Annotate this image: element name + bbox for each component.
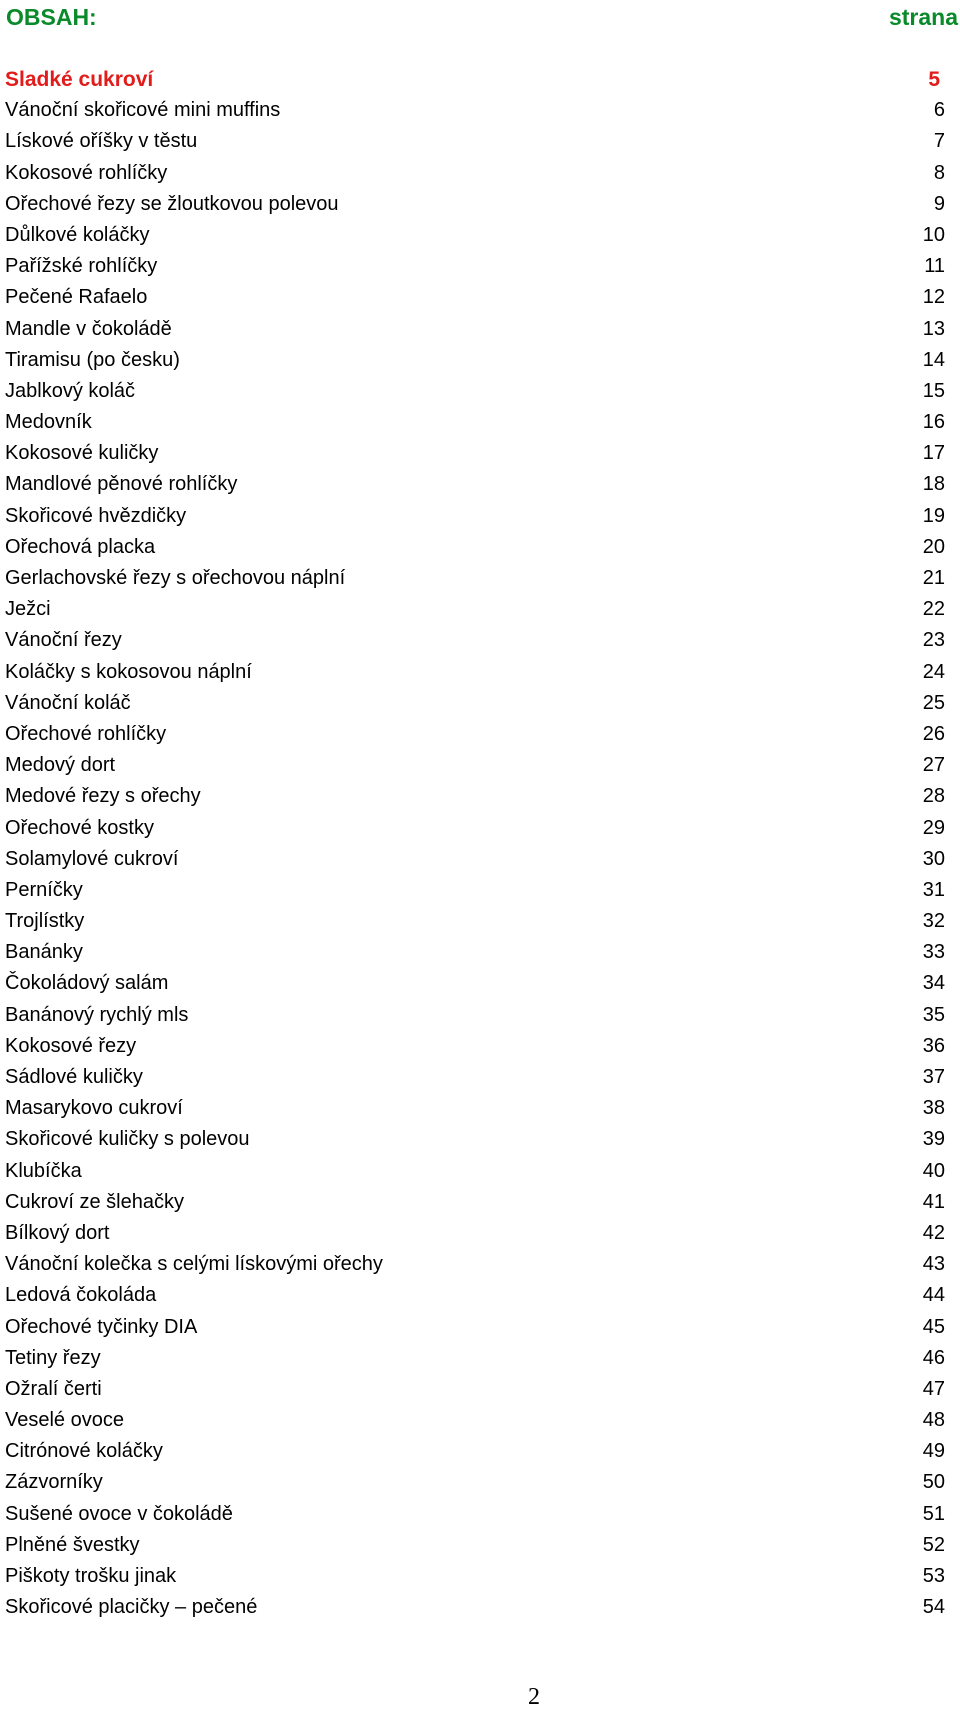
toc-entry-title: Solamylové cukroví: [5, 847, 179, 870]
toc-entry-title: Tiramisu (po česku): [5, 348, 180, 371]
toc-entry-title: Gerlachovské řezy s ořechovou náplní: [5, 567, 346, 589]
toc-entry-page: 47: [922, 1377, 945, 1400]
toc-entry[interactable]: [0, 937, 960, 968]
toc-entry-page: 18: [922, 473, 945, 496]
toc-entry-title: Banánový rychlý mls: [5, 1003, 189, 1026]
toc-entry-title: Pečené Rafaelo: [5, 286, 148, 309]
toc-entry-page: 40: [922, 1159, 945, 1182]
toc-entry-title: Kokosové řezy: [5, 1034, 137, 1057]
toc-entry-title: Ořechové tyčinky DIA: [5, 1315, 198, 1338]
toc-entry-title: Sušené ovoce v čokoládě: [5, 1502, 233, 1525]
toc-entry[interactable]: [0, 469, 960, 500]
toc-entry[interactable]: [0, 906, 960, 937]
toc-entry[interactable]: [0, 1436, 960, 1467]
toc-entry-page: 44: [922, 1284, 945, 1307]
toc-entry-page: 25: [922, 691, 945, 714]
toc-entry-page: 6: [933, 99, 945, 122]
toc-entry-page: 13: [922, 317, 945, 340]
toc-title: OBSAH:: [6, 4, 97, 30]
toc-entry-title: Vánoční skořicové mini muffins: [5, 99, 281, 122]
toc-entry-page: 23: [922, 629, 945, 652]
toc-entry-page: 41: [922, 1190, 945, 1213]
toc-entry[interactable]: [0, 594, 960, 625]
toc-entry-page: 45: [922, 1315, 945, 1338]
toc-entry-page: 35: [922, 1003, 945, 1026]
toc-entry-page: 20: [922, 535, 945, 558]
toc-entry-title: Medové řezy s ořechy: [5, 785, 201, 808]
toc-entry-page: 33: [922, 941, 945, 964]
toc-entry[interactable]: [0, 345, 960, 376]
toc-entry-title: Ořechové kostky: [5, 816, 154, 839]
toc-entry[interactable]: [0, 688, 960, 719]
toc-entry-title: Trojlístky: [5, 910, 85, 933]
toc-entry-page: 38: [922, 1097, 945, 1120]
toc-entry-title: Mandle v čokoládě: [5, 317, 172, 340]
toc-entry-title: Ořechové rohlíčky: [5, 722, 167, 745]
toc-entry-title: Vánoční řezy: [5, 629, 122, 652]
toc-entry-title: Masarykovo cukroví: [5, 1097, 183, 1120]
toc-entry-page: 52: [922, 1533, 945, 1556]
toc-entry-page: 34: [922, 972, 945, 995]
toc-entry-page: 10: [922, 223, 945, 246]
toc-entry[interactable]: [0, 1280, 960, 1311]
toc-entry-page: 48: [922, 1409, 945, 1432]
page-column-label: strana: [888, 4, 958, 30]
toc-entry-title: Sádlové kuličky: [5, 1066, 143, 1088]
toc-entry[interactable]: [0, 968, 960, 999]
toc-header: [6, 0, 960, 38]
toc-entry-title: Tetiny řezy: [5, 1346, 101, 1369]
toc-entry[interactable]: [0, 501, 960, 532]
toc-entry[interactable]: [0, 1031, 960, 1062]
toc-entry-title: Bílkový dort: [5, 1221, 110, 1244]
toc-entry-page: 7: [933, 130, 945, 153]
toc-entry-page: 11: [924, 255, 945, 278]
toc-entry-title: Pařížské rohlíčky: [5, 255, 158, 278]
toc-entry-title: Citrónové koláčky: [5, 1440, 163, 1463]
toc-entry[interactable]: [0, 657, 960, 688]
toc-entry[interactable]: [0, 1124, 960, 1155]
toc-entry[interactable]: [0, 407, 960, 438]
toc-entry[interactable]: [0, 1156, 960, 1187]
toc-entry-title: Jablkový koláč: [5, 379, 136, 402]
toc-entry[interactable]: [0, 95, 960, 126]
toc-entry-title: Ořechové řezy se žloutkovou polevou: [5, 192, 339, 215]
toc-entry-title: Plněné švestky: [5, 1533, 140, 1556]
toc-entry[interactable]: [0, 189, 960, 220]
toc-entry-page: 12: [922, 286, 945, 309]
toc-entry-title: Důlkové koláčky: [5, 223, 150, 246]
toc-entry-page: 16: [922, 411, 945, 434]
toc-entry-page: 54: [922, 1596, 945, 1619]
toc-entry-page: 29: [922, 816, 945, 839]
toc-entry[interactable]: [0, 376, 960, 407]
toc-entry[interactable]: [0, 875, 960, 906]
toc-entry[interactable]: [0, 1343, 960, 1374]
toc-entry-page: 42: [922, 1221, 945, 1244]
toc-entry[interactable]: [0, 1561, 960, 1592]
toc-entry-title: Banánky: [5, 941, 83, 964]
toc-entry-page: 30: [922, 847, 945, 870]
toc-entry-title: Vánoční kolečka s celými lískovými ořechy: [5, 1253, 383, 1276]
toc-entry-title: Ožralí čerti: [5, 1377, 102, 1400]
toc-entry-title: Ježci: [5, 598, 51, 621]
toc-entry[interactable]: [0, 1000, 960, 1031]
toc-entry-title: Kokosové rohlíčky: [5, 161, 168, 184]
toc-entry[interactable]: [0, 1405, 960, 1436]
toc-entry-page: 53: [922, 1565, 945, 1587]
toc-entry[interactable]: [0, 781, 960, 812]
toc-entry-page: 15: [922, 379, 945, 402]
toc-entry-title: Klubíčka: [5, 1159, 82, 1182]
toc-entry-title: Zázvorníky: [5, 1471, 103, 1494]
toc-entry[interactable]: [0, 750, 960, 781]
toc-entry-page: 17: [922, 442, 945, 465]
toc-entry[interactable]: [0, 438, 960, 469]
toc-entry-title: Ořechová placka: [5, 535, 156, 558]
table-of-contents: [0, 64, 960, 1623]
toc-entry-page: 21: [922, 567, 945, 589]
toc-entry[interactable]: [0, 1218, 960, 1249]
toc-entry-title: Cukroví ze šlehačky: [5, 1190, 184, 1213]
toc-entry[interactable]: [0, 1249, 960, 1280]
section-title: Sladké cukroví: [5, 68, 154, 91]
toc-entry-page: 26: [922, 722, 945, 745]
toc-entry[interactable]: [0, 1187, 960, 1218]
toc-entry-page: 24: [922, 660, 945, 683]
toc-entry-title: Medovník: [5, 411, 92, 434]
toc-entry[interactable]: [0, 625, 960, 656]
toc-entry[interactable]: [0, 158, 960, 189]
toc-entry-title: Lískové oříšky v těstu: [5, 130, 198, 153]
toc-entry[interactable]: [0, 220, 960, 251]
toc-entry-page: 14: [922, 348, 945, 371]
toc-entry-page: 27: [922, 754, 945, 777]
toc-entry[interactable]: [0, 719, 960, 750]
toc-entry-page: 43: [922, 1253, 945, 1276]
toc-entry[interactable]: [0, 126, 960, 157]
toc-entry[interactable]: [0, 1499, 960, 1530]
toc-entry[interactable]: [0, 1374, 960, 1405]
footer-page-number: 2: [528, 1684, 540, 1710]
toc-entry-title: Perníčky: [5, 878, 83, 901]
toc-entry-title: Kokosové kuličky: [5, 442, 159, 465]
toc-entry-title: Veselé ovoce: [5, 1409, 124, 1432]
toc-entry[interactable]: [0, 1530, 960, 1561]
toc-entry[interactable]: [0, 563, 960, 594]
toc-entry[interactable]: [0, 1467, 960, 1498]
toc-entry-page: 31: [922, 878, 945, 901]
toc-entry-title: Skořicové kuličky s polevou: [5, 1128, 250, 1151]
toc-entry-page: 28: [922, 785, 945, 808]
toc-entry-page: 46: [922, 1346, 945, 1369]
toc-entry[interactable]: [0, 1093, 960, 1124]
toc-entry-page: 19: [922, 504, 945, 527]
toc-entry-title: Ledová čokoláda: [5, 1284, 157, 1307]
toc-entry-page: 32: [922, 910, 945, 933]
toc-entry[interactable]: [0, 251, 960, 282]
toc-section-row[interactable]: [0, 64, 960, 95]
toc-entry-title: Mandlové pěnové rohlíčky: [5, 473, 238, 496]
toc-entry-title: Čokoládový salám: [5, 972, 169, 995]
toc-entry-page: 9: [933, 192, 945, 215]
toc-entry-title: Vánoční koláč: [5, 691, 131, 714]
toc-entry[interactable]: [0, 282, 960, 313]
toc-entry[interactable]: [0, 314, 960, 345]
toc-entry[interactable]: [0, 1592, 960, 1623]
toc-entry[interactable]: [0, 532, 960, 563]
toc-entry-page: 37: [922, 1066, 945, 1088]
toc-entry-page: 8: [933, 161, 945, 184]
toc-entry-page: 51: [922, 1502, 945, 1525]
toc-entry-title: Skořicové hvězdičky: [5, 504, 187, 527]
section-page-number: 5: [928, 68, 940, 91]
toc-entry-page: 39: [922, 1128, 945, 1151]
toc-entry[interactable]: [0, 813, 960, 844]
toc-entry-title: Medový dort: [5, 754, 116, 777]
toc-entry-page: 50: [922, 1471, 945, 1494]
toc-entry-title: Skořicové placičky – pečené: [5, 1596, 258, 1619]
toc-entry-title: Koláčky s kokosovou náplní: [5, 660, 252, 683]
toc-entry-page: 49: [922, 1440, 945, 1463]
toc-entry-title: Piškoty trošku jinak: [5, 1565, 177, 1587]
toc-entry[interactable]: [0, 1312, 960, 1343]
toc-entry-page: 36: [922, 1034, 945, 1057]
toc-entry[interactable]: [0, 1062, 960, 1093]
toc-entry-page: 22: [922, 598, 945, 621]
toc-entry[interactable]: [0, 844, 960, 875]
